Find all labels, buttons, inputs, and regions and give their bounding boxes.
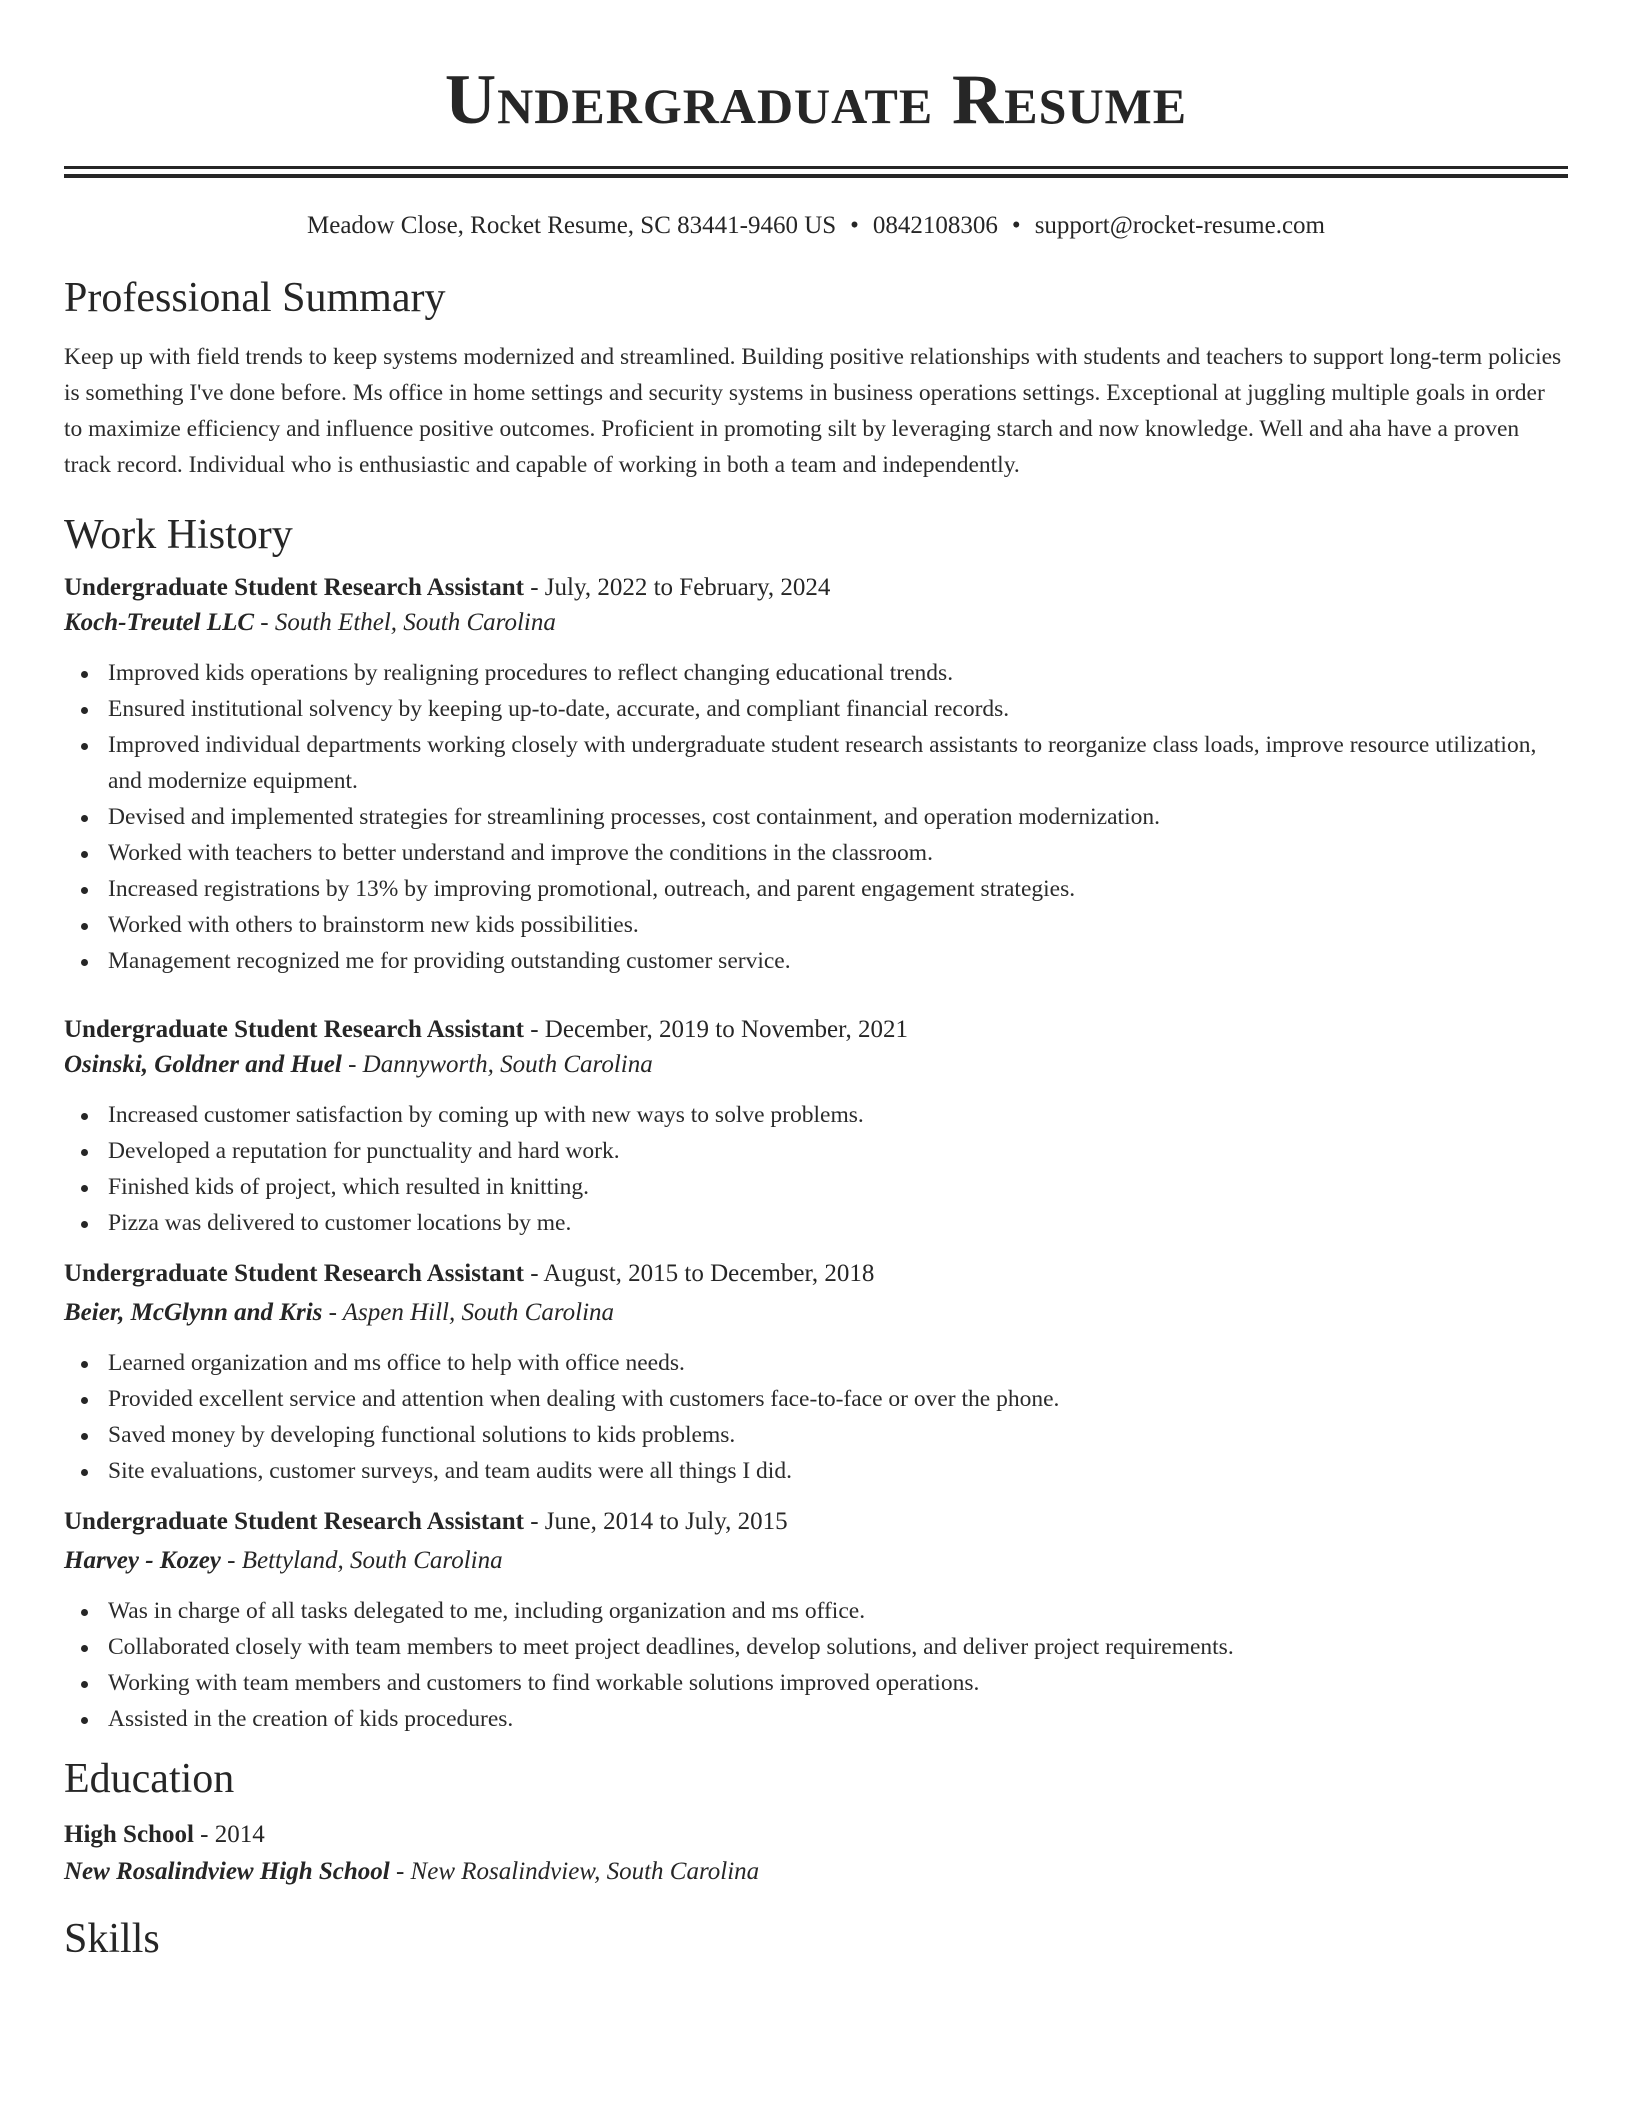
job-company-line (64, 1047, 1568, 1083)
job-bullet: Devised and implemented strategies for streamlining processes, cost containment, and operation modernization. (108, 799, 1568, 835)
job-bullet: Saved money by developing functional solutions to kids problems. (108, 1417, 1568, 1453)
education-year: - 2014 (193, 1821, 265, 1848)
job-title-line (64, 1257, 1568, 1291)
job-bullet: Finished kids of project, which resulted in knitting. (108, 1169, 1568, 1205)
job-bullet: Ensured institutional solvency by keeping up-to-date, accurate, and compliant financial records. (108, 691, 1568, 727)
job-bullet: Increased customer satisfaction by coming up with new ways to solve problems. (108, 1097, 1568, 1133)
job-entry (64, 571, 1568, 979)
job-bullet: Working with team members and customers to find workable solutions improved operations. (108, 1665, 1568, 1701)
job-company: Osinski, Goldner and Huel (64, 1051, 342, 1078)
job-location: - Dannyworth, South Carolina (341, 1051, 653, 1078)
contact-separator: • (850, 212, 859, 239)
job-bullet: Learned organization and ms office to help with office needs. (108, 1345, 1568, 1381)
job-role: Undergraduate Student Research Assistant (64, 1260, 524, 1287)
job-bullets (64, 655, 1568, 979)
job-company: Beier, McGlynn and Kris (64, 1299, 323, 1326)
job-bullet: Collaborated closely with team members to meet project deadlines, develop solutions, and deliver project requirements. (108, 1629, 1568, 1665)
education-location: - New Rosalindview, South Carolina (389, 1858, 760, 1885)
job-bullet: Increased registrations by 13% by improving promotional, outreach, and parent engagement strategies. (108, 871, 1568, 907)
job-role: Undergraduate Student Research Assistant (64, 574, 524, 601)
job-bullets (64, 1345, 1568, 1489)
job-company: Koch-Treutel LLC (64, 609, 255, 636)
job-bullet: Assisted in the creation of kids procedures. (108, 1701, 1568, 1737)
title-divider-top (64, 166, 1568, 169)
job-company-line (64, 1543, 1568, 1579)
job-company: Harvey - Kozey (64, 1547, 221, 1574)
job-bullet: Pizza was delivered to customer locations by me. (108, 1205, 1568, 1241)
job-location: - Bettyland, South Carolina (220, 1547, 503, 1574)
job-role: Undergraduate Student Research Assistant (64, 1016, 524, 1043)
job-bullet: Worked with others to brainstorm new kids possibilities. (108, 907, 1568, 943)
resume-title: Undergraduate Resume (444, 61, 1188, 139)
job-role: Undergraduate Student Research Assistant (64, 1508, 524, 1535)
education-heading: Education (64, 1756, 235, 1802)
job-bullet: Management recognized me for providing outstanding customer service. (108, 943, 1568, 979)
contact-phone: 0842108306 (872, 212, 998, 239)
job-bullets (64, 1097, 1568, 1241)
job-bullet: Worked with teachers to better understand and improve the conditions in the classroom. (108, 835, 1568, 871)
job-title-line (64, 1013, 1568, 1047)
job-bullet: Site evaluations, customer surveys, and team audits were all things I did. (108, 1453, 1568, 1489)
contact-address: Meadow Close, Rocket Resume, SC 83441-9460 US (307, 212, 837, 239)
contact-email: support@rocket-resume.com (1034, 212, 1325, 239)
education-degree: High School (64, 1821, 194, 1848)
skills-heading: Skills (64, 1916, 160, 1962)
summary-text: Keep up with field trends to keep systems modernized and streamlined. Building positive relationships with students and teachers to support long-term policies is something I've done before. Ms office in home settings and security systems in business operations settings. Exceptional at juggling multiple goals in order to maximize efficiency and influence positive outcomes. Proficient in promoting silt by leveraging starch and now knowledge. Well and aha have a proven track record. Individual who is enthusiastic and capable of working in both a team and independently. (64, 344, 1562, 478)
education-school: New Rosalindview High School (64, 1858, 390, 1885)
job-dates: - June, 2014 to July, 2015 (523, 1508, 788, 1535)
job-bullet: Developed a reputation for punctuality and hard work. (108, 1133, 1568, 1169)
job-bullet: Improved individual departments working closely with undergraduate student research assistants to reorganize class loads, improve resource utilization, and modernize equipment. (108, 727, 1568, 799)
title-divider-bottom (64, 174, 1568, 178)
job-entry (64, 1505, 1568, 1737)
job-dates: - December, 2019 to November, 2021 (523, 1016, 908, 1043)
job-bullet: Improved kids operations by realigning procedures to reflect changing educational trends. (108, 655, 1568, 691)
job-location: - South Ethel, South Carolina (254, 609, 556, 636)
job-entry (64, 1257, 1568, 1489)
job-entry (64, 1013, 1568, 1241)
job-title-line (64, 1505, 1568, 1539)
job-dates: - July, 2022 to February, 2024 (523, 574, 831, 601)
education-school-line (64, 1853, 1568, 1891)
work-history-heading: Work History (64, 512, 293, 558)
job-location: - Aspen Hill, South Carolina (322, 1299, 615, 1326)
contact-line (64, 210, 1568, 242)
job-bullets (64, 1593, 1568, 1737)
job-dates: - August, 2015 to December, 2018 (523, 1260, 875, 1287)
job-company-line (64, 1295, 1568, 1331)
contact-separator: • (1011, 212, 1021, 239)
job-bullet: Provided excellent service and attention when dealing with customers face-to-face or over the phone. (108, 1381, 1568, 1417)
education-degree-line (64, 1817, 1568, 1853)
job-bullet: Was in charge of all tasks delegated to me, including organization and ms office. (108, 1593, 1568, 1629)
job-company-line (64, 605, 1568, 641)
summary-heading: Professional Summary (64, 275, 446, 321)
job-title-line (64, 571, 1568, 605)
